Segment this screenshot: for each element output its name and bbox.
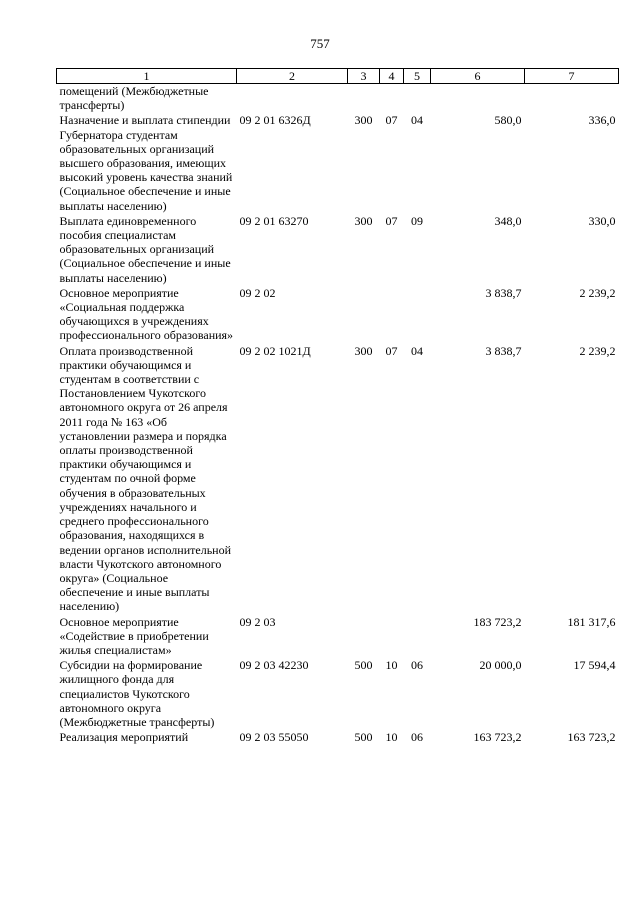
row-code: 09 2 01 6326Д	[239, 113, 311, 128]
row-col6: 163 723,2	[473, 730, 522, 745]
column-header-2: 2	[237, 69, 348, 84]
row-name: Оплата производственной практики обучающимся и студентам в соответствии с Постановлением Чукотского автономного округа от 26 апреля 2011 года № 163 «Об установлении размера и порядка оплаты производственной практики обучающимся и студентам по очной форме обучения в образовательных учреждениях начального и среднего профессионального образования, находящихся в ведении органов исполнительной власти Чукотского автономного округа» (Социальное обеспечение и иные выплаты населению)	[59, 343, 232, 614]
row-col3	[348, 615, 380, 659]
table-row	[57, 214, 619, 286]
row-col6: 183 723,2	[473, 614, 522, 629]
row-code	[237, 84, 348, 114]
row-code: 09 2 02	[239, 285, 276, 300]
row-col3: 300	[354, 343, 373, 358]
row-col6	[431, 84, 525, 114]
row-col5: 06	[411, 730, 423, 745]
row-col6: 348,0	[494, 213, 522, 228]
page-number: 757	[310, 36, 330, 51]
row-col7: 2 239,2	[579, 285, 616, 300]
row-col5: 06	[411, 658, 423, 673]
table-row	[57, 615, 619, 659]
row-col4: 07	[385, 343, 398, 358]
column-header-6: 6	[431, 69, 525, 84]
table-row	[57, 84, 619, 114]
row-col4	[380, 286, 404, 344]
row-col6: 20 000,0	[479, 658, 522, 673]
row-name: Основное мероприятие «Социальная поддержка обучающихся в учреждениях профессионального образования»	[59, 285, 234, 343]
row-col3	[348, 286, 380, 344]
row-col7: 330,0	[588, 213, 616, 228]
row-col5: 04	[411, 113, 423, 128]
row-col4: 07	[385, 213, 398, 228]
row-col7: 181 317,6	[567, 614, 616, 629]
row-code: 09 2 01 63270	[239, 213, 309, 228]
row-name: Реализация мероприятий	[59, 730, 189, 745]
row-name: Субсидии на формирование жилищного фонда для специалистов Чукотского автономного округа (Межбюджетные трансферты)	[59, 658, 215, 729]
column-header-7: 7	[525, 69, 619, 84]
row-col6: 3 838,7	[485, 285, 522, 300]
row-col4	[380, 615, 404, 659]
table-row	[57, 113, 619, 213]
row-name: Выплата единовременного пособия специалистам образовательных организаций (Социальное обеспечение и иные выплаты населению)	[59, 213, 231, 285]
row-col4: 07	[385, 113, 398, 128]
row-col5: 04	[411, 343, 423, 358]
table-row	[57, 344, 619, 615]
row-code: 09 2 03 55050	[239, 730, 309, 745]
row-col4	[380, 84, 404, 114]
row-name: помещений (Межбюджетные трансферты)	[59, 84, 209, 113]
row-col3: 500	[354, 658, 373, 673]
row-name: Назначение и выплата стипендии Губернатора студентам образовательных организаций высшего образования, имеющих высокий уровень качества знаний (Социальное обеспечение и иные выплаты населению)	[59, 113, 233, 213]
row-col7: 2 239,2	[579, 343, 616, 358]
row-col4: 10	[385, 730, 398, 745]
row-col4: 10	[385, 658, 398, 673]
column-header-1: 1	[57, 69, 237, 84]
header-row	[57, 69, 619, 84]
row-code: 09 2 02 1021Д	[239, 343, 311, 358]
row-code: 09 2 03 42230	[239, 658, 309, 673]
table-row	[57, 658, 619, 730]
row-col3	[348, 84, 380, 114]
row-col7: 163 723,2	[567, 730, 616, 745]
row-col5	[404, 286, 431, 344]
column-header-4: 4	[380, 69, 404, 84]
row-col7: 17 594,4	[573, 658, 616, 673]
row-name: Основное мероприятие «Содействие в приобретении жилья специалистам»	[59, 614, 209, 657]
row-col5	[404, 615, 431, 659]
table-row	[57, 730, 619, 745]
row-col7	[525, 84, 619, 114]
column-header-5: 5	[404, 69, 431, 84]
table-row	[57, 286, 619, 344]
row-col5: 09	[411, 213, 423, 228]
budget-table	[56, 68, 619, 745]
row-col7: 336,0	[588, 113, 616, 128]
column-header-3: 3	[348, 69, 380, 84]
row-col6: 580,0	[494, 113, 522, 128]
row-code: 09 2 03	[239, 614, 276, 629]
row-col3: 300	[354, 213, 373, 228]
row-col3: 300	[354, 113, 373, 128]
row-col3: 500	[354, 730, 373, 745]
row-col6: 3 838,7	[485, 343, 522, 358]
row-col5	[404, 84, 431, 114]
